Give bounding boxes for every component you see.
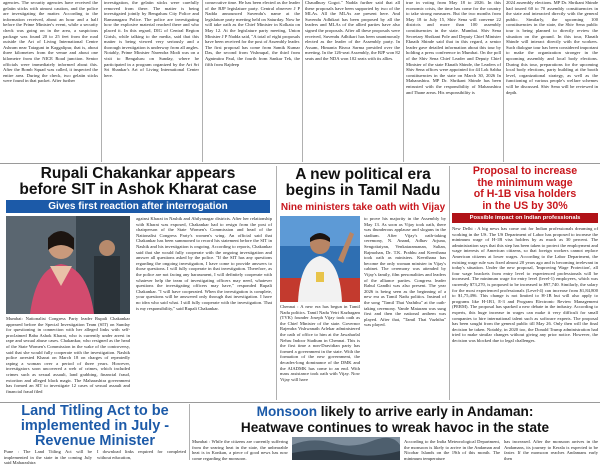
wage-headline-line2: the minimum wage <box>477 176 573 189</box>
monsoon-column-3: has increased. After the monsoon arrives in the Andamans, its journey to Kerala is expected to be faster. If the monsoon reaches Andamans early then <box>504 439 598 461</box>
tamil-subtitle: Nine ministers take oath with Vijay <box>280 202 446 213</box>
land-headline-line3: Revenue Minister <box>34 433 156 449</box>
top-column-5: true in voting from May 18 to 2026. In this economic crisis, the time has come for the country to take strong measures. But the two months from May 18 to July 15, Shiv Sena will convene 22 districts and more than 100 assembly constituencies in the state. Mumbai. Shiv Sena Secretary Shrikant Pole and Deputy Chief Minister Eknath Shinde said that in this regard, a senior leader gave detailed information about this tour by holding a press conference in Mumbai. On the poll of the Shiv Sena Chief Leader and Deputy Chief Minister of the state Eknath Shinde, the Leaders of Shiv Sena offices were appointed for 44 Lok Sabha constituencies in the state on March 30, 2026 In Maharashtra. MP Dr. Shrikant Shinde has been entrusted with the responsibility of Maharashtra and Thane areas. His responsibility is <box>406 0 501 95</box>
monsoon-column-1: Mumbai : While the citizens are currently suffering from the searing heat in the state, the unbearable heat is in Konkan, a piece of good news has now come regarding the monsoon. <box>192 439 288 461</box>
land-column-2: I download links required for completed without education, <box>97 449 186 460</box>
rupali-headline <box>4 166 272 198</box>
rupali-headline-line2: before SIT in Ashok Kharat case <box>19 181 257 198</box>
tamil-column-2: to prove his majority in the Assembly by May 13. As soon as Vijay took oath, there was thunderous applause and slogans in the stadium. After Vijay's oath-taking ceremony, N. Anand, Adhav Arjuna, Sengottaiyan, Venkataramanan, Sultan, Rajmohan, Dr. T.K. Prabhu and Keerthana took oath as ministers. Keerthana has become the only woman minister in Vijay's cabinet. The ceremony was attended by Vijay's family, film personalities and leaders of the alliance parties. Congress leader Rahul Gandhi was also present. The year 2026 is being seen as the beginning of a new era as Tamil Nadu politics. Instead of the song "Tamil Thai Vazhthu" at the oath-taking ceremony. Vande Mataram was sung first and then the national anthem was played. After that, "Tamil Thai Vazhthu" was played. <box>364 216 446 328</box>
top-column-1: agencies. The security agencies have received the gelatin sticks with utmost caution, and the police are investigating the matter. According to the information received, about an hour and a half before the Prime Minister's event, while a security check was going on in the area, a suspicious package was found 20 to 25 feet from the road outside the Art of Living International Centre Ashram near Tataguni in Kaggalipur, that is, about three kilometres from the venue and about one kilometre from the NICE Road junction. Senior officials were immediately informed about this. After the Bomb Squad was called, it inspected the entire area. During the check, two gelatin sticks were found in that packet. After further <box>3 0 98 84</box>
wage-headline-line3: of H-1B visa holders <box>473 188 577 200</box>
wage-headline-line4: in the US by 30% <box>482 199 568 212</box>
monsoon-headline-rest: likely to arrive early in Andaman: <box>317 404 534 419</box>
tamil-headline <box>280 167 446 199</box>
wage-subtitle-bar: Possible impact on Indian professionals <box>452 213 598 223</box>
monsoon-headline-accent: Monsoon <box>256 404 318 419</box>
rupali-photo <box>6 216 130 314</box>
monsoon-headline-line1 <box>192 404 598 420</box>
tamil-column-1: Chennai : A new era has begun in Tamil Nadu politics. Tamil Nadu Vetri Kazhagam (TVK) founder Joseph Vijay took oath as the Chief Minister of the state. Governor Rajendra Vishwanath Arlekar administered the oath of office to him at the Jawaharlal Nehru Indoor Stadium in Chennai. This is the first time a non-Dravidian party has formed a government in the state. With the formation of the new government, the decades-long dominance of the DMK and the AIADMK has come to an end. With mass assistance took oath with Vijay. Now Vijay will have <box>280 304 360 382</box>
tamil-headline-line2: begins in Tamil Nadu <box>285 182 441 199</box>
monsoon-headline <box>192 404 598 436</box>
land-headline-line2: implemented in July - <box>20 418 170 434</box>
tamil-headline-line1: A new political era <box>295 166 431 183</box>
top-column-3: consecutive time. He has been elected as the leader of the BJP legislature party. Central observer J P Nadda announced Suvendu's name at the legislature party meeting held on Saturday. Now he will take oath as the Chief Minister in Kolkata on May 12. At the legislature party meeting, Union Minister J P Nadda said, "A total of eight proposals have been received for the post of Assembly leader. The first proposal has come from Samik Kumar Das, the second from Vishnupal, the third from Agnimitra Paul, the fourth from Sankar Tek, the fifth from Rajdeep <box>205 0 300 67</box>
top-column-4: Chaudhury Gogoi." Nadda further said that all these proposals have been supported by two of the MLAs. All the MLAs are present here. And Suvendu Adhikari has been proposed by all the leaders and MLAs of the allied parties have also signed the proposals. After all these proposals were received, Suvendu Adhikari has been unanimously elected as the leader of the Assembly party. In Assam, Himanta Biswa Sarma presided over the meeting. In the 126-seat Assembly, the BJP won 82 seats and the NDA won 102 seats with its allies. <box>305 0 400 61</box>
wage-headline-line1: Proposal to increase <box>472 165 578 177</box>
rupali-subtitle-bar: Gives first reaction after interrogation <box>6 200 270 213</box>
rupali-column-2: against Kharat in Nashik and Ahilyanagar districts. After her relationship with Kharat was exposed, Chakankar had to resign from the post of chairperson of the State Women's Commission and head of the Nationalist Congress Party's women's wing. An official said that Chakankar has been summoned to record his statement before the SIT in Nashik and his investigation is ongoing. According to reports, Chakankar said that she would fully cooperate with the ongoing investigation and answer all questions asked by the police. "If the SIT has any questions regarding the ongoing investigation, I have come to provide answers to those questions. I will fully cooperate in that investigation. Therefore, as the police are not facing any harassment, I will definitely cooperate with whatever help the team of investigating officers may need, whatever questions the investigating officers may have," responded Rupali Chakankar. "I will have cooperated. When the investigation is complete, your questions will be answered only through that investigation. I have no idea who said what. I still fully cooperate with the investigation. That is my responsibility," said Rupali Chakankar. <box>136 216 272 311</box>
monsoon-headline-line2: Heatwave continues to wreak havoc in the state <box>240 420 550 435</box>
top-column-2: investigation, the gelatin sticks were carefully removed from there. The matter is being investigated jointly by Bengaluru City Police and Ramanagara Police. The police are investigating how the explosive material reached there and who placed it. In this regard, DIG of Central Region Girish, while talking to the media, said that this matter is being viewed very seriously and a thorough investigation is underway from all angles. Notably, Prime Minister Narendra Modi was on a visit to Bengaluru on Sunday, where he participated in a program organized by the Art Sri Sri Shankar's Art of Living International Center here. <box>104 0 199 78</box>
monsoon-photo <box>292 437 400 460</box>
tamil-photo <box>280 216 360 302</box>
rupali-headline-line1: Rupali Chakankar appears <box>40 165 236 182</box>
rupali-column-1: Mumbai: Nationalist Congress Party leader Rupali Chakankar appeared before the Special Investigation Team (SIT) on Sunday for questioning in connection with her alleged links with self-proclaimed Baba Ashok Kharat, who is currently under arrest in rape and sexual abuse cases. Chakankar, who resigned as the head of the State Women's Commission in the wake of the controversy, said that she would fully cooperate with the investigation. Nashik police arrested Kharat on March 18 on charges of repeatedly raping a woman over a period of three years. However, investigators soon uncovered a web of crimes, which included crimes such as sexual assault, land grabbing, financial fraud, extortion and alleged black magic. The Maharashtra government has formed an SIT to investigate 12 cases of sexual assault and financial fraud filed <box>6 316 130 394</box>
wage-headline <box>452 166 598 212</box>
land-headline-line1: Land Titling Act to be <box>21 403 169 419</box>
top-column-6: 2024 assembly elections. MP Dr. Shrikant Shinde had toured 60 to 70 assembly constituencies in the state and interacted directly with the general public. Similarly, the upcoming 100 constituencies in the state, the Shiv Sena public tour is being planned to directly review the situation on the ground. In this tour, Eknath Shinde will interact directly with the workers. Such dialogue tour has been considered important to make the organization stronger in the upcoming assembly and local body elections. During this tour, preparations for the upcoming local body elections, party building at the booth level, organizational strategy, as well as the functioning of various people's welfare schemes will be discussed. Shiv Sena will be reviewed in depth. <box>506 0 598 95</box>
land-column-1: Pune : The Land Titling Act will be implemented in the state in the coming July said Maharashtra <box>4 449 92 466</box>
monsoon-column-2: According to the India Meteorological Department, the monsoon is likely to arrive in the Andaman and Nicobar Islands on the 19th of this month. The minimum temperature <box>404 439 500 461</box>
wage-column-1: New Delhi : A big news has come out for Indian professionals dreaming of working in the US. The US Department of Labor has proposed to increase the minimum wage of H-1B visa holders by as much as 30 percent. The administration says that this step has been taken to protect the employment and wage interests of American citizens, so that foreign workers cannot replace American citizens at lower wages. According to the Labor Department, the existing wage rule was fixed almost 20 years ago and is becoming irrelevant in today's situation. Under the new proposal, 'Improving Wage Protection', all four wage brackets from entry level to experienced professionals will be increased. The minimum wage for entry level (level-1) employees, which was currently $73,270, is proposed to be increased to $97,740. Similarly, the salary for the most experienced professionals (Level-4) can increase from $1,84,800 to $1,75,496. This change is not limited to H-1B but will also apply to programs like H-1B1, E-3 and Program Electronic Review Management (PERM). The proposal has sparked a new debate in the industry. According to experts, this huge increase in wages can make it very difficult for small companies to hire international talent such as software experts. The proposal has been sought from the general public till May 26. Only then will the final decision be taken. Notably, in 2020 too, the Donald Trump administration had tried to make similar changes without giving any prior notice. However, the decision was blocked due to legal challenges. <box>452 226 598 343</box>
land-headline <box>4 404 186 449</box>
